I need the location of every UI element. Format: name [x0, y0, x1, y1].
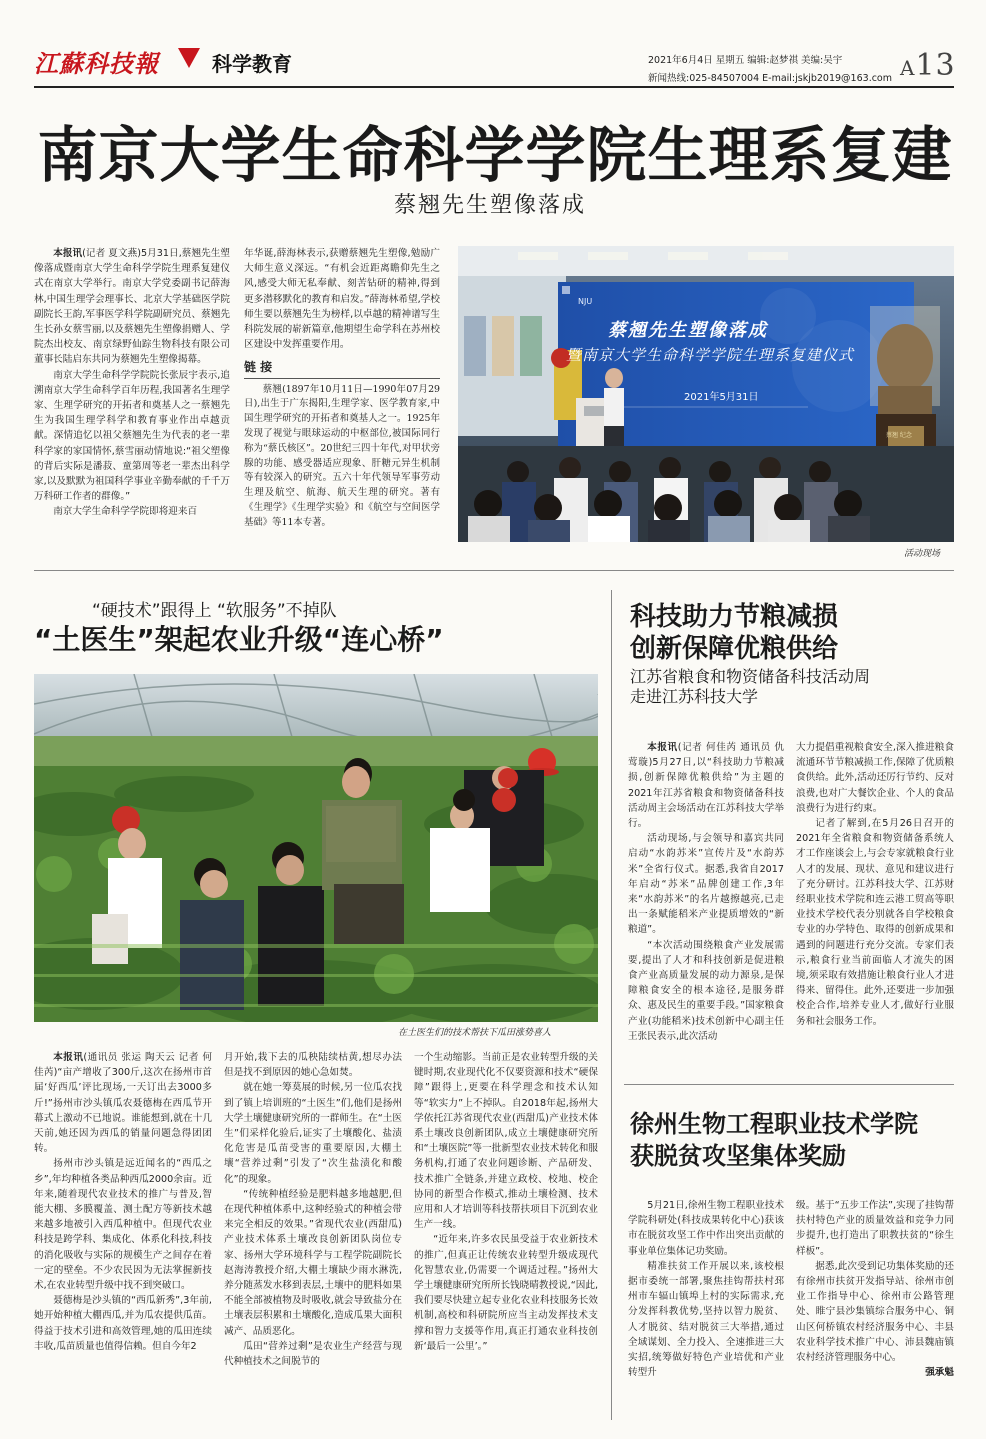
melon-field-photo — [34, 674, 598, 1022]
story2-col-3 — [414, 1050, 598, 1422]
story3-c1c: “本次活动围绕粮食产业发展需要,提出了人才和科技创新是促进粮食产业高质量发展的动力源泉,是保障粮食安全的根本途径,是服务群众、惠及民生的重要手段。”国家粮食产业(功能稻米)技术创新中心副主任王张民表示,此次活动 — [628, 939, 784, 1042]
story2-headline: “土医生”架起农业升级“连心桥” — [34, 623, 444, 656]
link-text: 蔡翘(1897年10月11日—1990年07月29日),出生于广东揭阳,生理学家、医学教育家,中国生理学研究的开拓者和奠基人之一。1925年发现了视觉与眼球运动的中枢部位,被国际同行称为“蔡氏核区”。20世纪三四十年代,对甲状旁腺的功能、感受器适应现象、肝糖元异生机制等有较深入的研究。五六十年代领导军事劳动生理及航空、航海、航天生理的研究。著有《生理学》《生理学实验》和《航空与空间医学基础》等11本专著。 — [244, 383, 440, 528]
story2-c1a: “亩产增收了300斤,这次在扬州市首届‘好西瓜’评比现场,一天订出去3000多斤!”扬州市沙头镇瓜农聂德梅在西瓜节开幕式上激动不已地说。谁能想到,就在十几天前,她还因为西瓜的销量问题急得团团转。 — [34, 1067, 212, 1155]
story3-reporter: 本报讯 — [647, 742, 678, 753]
story3-col-1 — [628, 740, 784, 1072]
story2-col-2 — [224, 1050, 402, 1422]
story4-c2b: 据悉,此次受到记功集体奖励的还有徐州市扶贫开发指导站、徐州市创业工作指导中心、徐州市公路管理处、睢宁县沙集镇综合服务中心、铜山区何桥镇农村经济服务中心、丰县农业科学技术推广中心、沛县魏庙镇农村经济管理服务中心。 — [796, 1260, 954, 1364]
story2-c2d: 瓜田“营养过剩”是农业生产经营与现代种植技术之间脱节的 — [224, 1340, 402, 1368]
story2-c1c: 聂德梅是沙头镇的“西瓜新秀”,3年前,她开始种植大棚西瓜,并为瓜农提供瓜苗。得益于技术引进和高效管理,她的瓜田连续丰收,瓜苗质量也值得信赖。但自今年2 — [34, 1295, 212, 1352]
ceremony-photo — [458, 246, 954, 542]
page-digits: 13 — [915, 48, 956, 83]
story3-c2a: 大力提倡重视粮食安全,深入推进粮食流通环节节粮减损工作,保障了优质粮食供给。此外,活动还厉行节约、反对浪费,也对广大餐饮企业、个人的食品浪费行为进行约束。 — [796, 742, 954, 814]
story3-reporter-note: (记者 何佳芮 通讯员 仇莺璇) — [628, 742, 784, 769]
story2-kicker: “硬技术”跟得上 “软服务”不掉队 — [92, 601, 337, 621]
lead-p1: 5月31日,蔡翘先生塑像落成暨南京大学生命科学学院生理系复建仪式在南京大学举行。南京大学党委副书记薛海林,中国生理学会理事长、北京大学基础医学院副院长王韵,军事医学科学院副研究员、蔡翘先生长孙女蔡雪丽,以及蔡翘先生塑像捐赠人、学院杰出校友、南京绿野仙踪生物科技有限公司董事长陆启东共同为蔡翘先生塑像揭幕。 — [34, 248, 230, 366]
melon-field-scene — [34, 674, 598, 1022]
story2-reporter: 本报讯 — [53, 1052, 84, 1063]
story3-headline-2: 创新保障优粮供给 — [630, 634, 839, 664]
column-divider — [611, 590, 612, 1420]
lead-headline: 南京大学生命科学学院生理系复建 — [37, 121, 953, 191]
story2-c1b: 扬州市沙头镇是远近闻名的“西瓜之乡”,年均种植各类品种西瓜2000余亩。近年来,随着现代农业技术的推广与普及,智能大棚、多膜覆盖、测土配方等新技术越来越多地被引入西瓜种植中。但现代农业科技是跨学科、集成化、体系化科技,科技的消化吸收与实际的规模生产之间存在着一定的壁垒。不少农民因为无法掌握新技术,在农业转型升级中找不到突破口。 — [34, 1158, 212, 1292]
lead-p3: 南京大学生命科学学院即将迎来百 — [53, 506, 198, 518]
lead-col-2 — [244, 246, 440, 558]
story4-col-2 — [796, 1198, 954, 1420]
story4-c2a: 级。基于“五步工作法”,实现了挂钩帮扶村特色产业的质量效益和竞争力同步提升,也打造出了职教扶贫的“徐生样板”。 — [796, 1200, 954, 1257]
triangle-icon — [178, 46, 200, 68]
story4-c1a: 5月21日,徐州生物工程职业技术学院科研处(科技成果转化中心)获该市在脱贫攻坚工作中作出突出贡献的事业单位集体记功奖励。 — [628, 1200, 784, 1257]
story4-headline-2: 获脱贫攻坚集体奖励 — [630, 1142, 846, 1170]
header-rule — [34, 86, 954, 88]
story4-col-1 — [628, 1198, 784, 1420]
story2-c3b: “近年来,许多农民虽受益于农业新技术的推广,但真正让传统农业转型升级成现代化智慧农业,仍需要一个调适过程。”扬州大学土壤健康研究所所长钱晓晴教授说,“因此,我们要尽快建立起专业化农业科技服务长效机制,高校和科研院所应当主动发挥技术支撑和智力支援等作用,真正打通农业科技创新‘最后一公里’。” — [414, 1234, 598, 1352]
hotline: 新闻热线:025-84507004 E-mail:jskjb2019@163.com — [648, 73, 892, 84]
story4-headline-1: 徐州生物工程职业技术学院 — [630, 1110, 918, 1138]
story2-c2a: 月开始,栽下去的瓜秧陆续枯黄,想尽办法但是找不到原因的她心急如焚。 — [224, 1052, 402, 1079]
section-name: 科学教育 — [212, 52, 292, 76]
story2-c3a: 一个生动缩影。当前正是农业转型升级的关键时期,农业现代化不仅要资源和技术“硬保障”跟得上,更要在科学理念和技术认知等“软实力”上不掉队。自2018年起,扬州大学依托江苏省现代农业(西甜瓜)产业技术体系土壤改良创新团队,成立土壤健康研究所和“土壤医院”等一批新型农业技术转化和服务机构,打通了农业问题诊断、产品研发、技术推广全链条,并建立政校、校地、校企协同的新型合作模式,推动土壤检测、技术应用和人才培训等科技帮扶项目下沉到农业生产一线。 — [414, 1052, 598, 1231]
story4-c1b: 精准扶贫工作开展以来,该校根据市委统一部署,聚焦挂钩帮扶村邳州市车辐山镇埠上村的实际需求,充分发挥科教优势,坚持以智力脱贫、人才脱贫、结对脱贫三大举措,通过全域谋划、全力投入、全速推进三大实招,统筹做好特色产业培优和产业转型升 — [628, 1260, 784, 1379]
banner-date: 2021年5月31日 — [684, 392, 759, 403]
paper-name: 江蘇科技報 — [34, 49, 159, 78]
date-line: 2021年6月4日 星期五 编辑:赵梦祺 美编:吴宇 — [648, 55, 843, 66]
melon-field-caption: 在土医生们的技术帮扶下瓜田涨势喜人 — [398, 1028, 552, 1038]
page-number — [900, 48, 956, 83]
story3-col-2 — [796, 740, 954, 1072]
lead-p4: 年华诞,薛海林表示,获赠蔡翘先生塑像,勉励广大师生意义深远。“有机会近距离瞻仰先生之风,感受大师无私奉献、刻苦钻研的精神,得到更多潜移默化的教育和启发。”薛海林希望,学校师生要以蔡翘先生为榜样,以卓越的精神谱写生科院发展的崭新篇章,他期望生命学科在苏州校区建设中发挥重要作用。 — [244, 248, 440, 351]
banner-line-2: 暨南京大学生命科学学院生理系复建仪式 — [566, 346, 855, 364]
story3-subhead-2: 走进江苏科技大学 — [630, 687, 759, 706]
lead-reporter-note: (记者 夏文燕) — [82, 248, 141, 259]
story3-subhead-1: 江苏省粮食和物资储备科技活动周 — [630, 667, 871, 686]
story2-c2b: 就在她一筹莫展的时候,另一位瓜农找到了镇上培训班的“土医生”们,他们是扬州大学土壤健康研究所的一群师生。在“土医生”们采样化验后,证实了土壤酸化、盐渍化危害是瓜苗受害的重要原因,大棚土壤“营养过剩”引发了“次生盐渍化和酸化”的现象。 — [224, 1082, 402, 1185]
story3-c1b: 活动现场,与会领导和嘉宾共同启动“水韵苏米”宣传片及“水韵苏米”全省行仪式。据悉,我省自2017年启动“苏米”品牌创建工作,3年来“水韵苏米”的名片越擦越亮,已走出一条赋能稻米产业提质增效的“新粮道”。 — [628, 833, 784, 936]
banner-line-1: 蔡翘先生塑像落成 — [608, 320, 768, 341]
lead-col-1 — [34, 246, 230, 558]
link-label: 链 接 — [244, 360, 440, 378]
story2-c2c: “传统种植经验是肥料越多地越肥,但在现代种植体系中,这种经验式的种植会带来完全相反的效果。”省现代农业(西甜瓜)产业技术体系土壤改良创新团队岗位专家、扬州大学环境科学与工程学院副院长赵海涛教授介绍,大棚土壤缺少雨水淋洗,养分随蒸发水移到表层,土壤中的肥料如果不能全部被植物及时吸收,就会导致盐分在土壤表层积累和土壤酸化,造成瓜果大面积减产、品质恶化。 — [224, 1188, 402, 1337]
ceremony-caption: 活动现场 — [904, 549, 941, 559]
lead-reporter: 本报讯 — [53, 248, 83, 259]
story2-reporter-note: (通讯员 张运 陶天云 记者 何佳芮) — [34, 1052, 212, 1079]
story3-divider — [624, 1084, 954, 1085]
story2-col-1 — [34, 1050, 212, 1422]
story3-c1a: 5月27日,以“科技助力节粮减损,创新保障优粮供给”为主题的2021年江苏省粮食和物资储备科技活动周主会场活动在江苏科技大学举行。 — [628, 757, 784, 830]
story3-headline-1: 科技助力节粮减损 — [630, 602, 839, 632]
lead-divider — [34, 570, 954, 571]
page-prefix: A — [900, 56, 916, 80]
lead-p2: 南京大学生命科学学院院长张辰宇表示,追溯南京大学生命科学百年历程,我国著名生理学家、生理学研究的开拓者和奠基人之一蔡翘先生为我国生理学科学和教育事业作出卓越贡献。深情追忆以祖父蔡翘先生为代表的老一辈科学家的家国情怀,蔡雪丽动情地说:“祖父塑像的背后实际是潘菽、童第周等老一辈杰出科学家,以及默默为祖国科学事业辛勤奉献的千千万万科研工作者的群像。” — [34, 369, 230, 503]
story4-byline: 强承魁 — [925, 1367, 954, 1379]
statue-plaque: 蔡翘 纪念 — [886, 432, 912, 439]
lead-subhead: 蔡翘先生塑像落成 — [393, 193, 586, 218]
story3-c2b: 记者了解到,在5月26日召开的2021年全省粮食和物资储备系统人才工作座谈会上,与会专家就粮食行业人才的发展、现状、意见和建议进行了充分研讨。江苏科技大学、江苏财经职业技术学院和连云港工贸高等职业技术学校代表分别就各自学校粮食专业的办学特色、取得的创新成果和遇到的问题进行充分交流。专家们表示,粮食行业当前面临人才流失的困境,须采取有效措施让粮食行业人才进得来、留得住。此外,还要进一步加强校企合作,培养专业人才,做好行业服务和社会服务工作。 — [796, 818, 954, 1027]
svg-text:NJU: NJU — [578, 297, 593, 306]
